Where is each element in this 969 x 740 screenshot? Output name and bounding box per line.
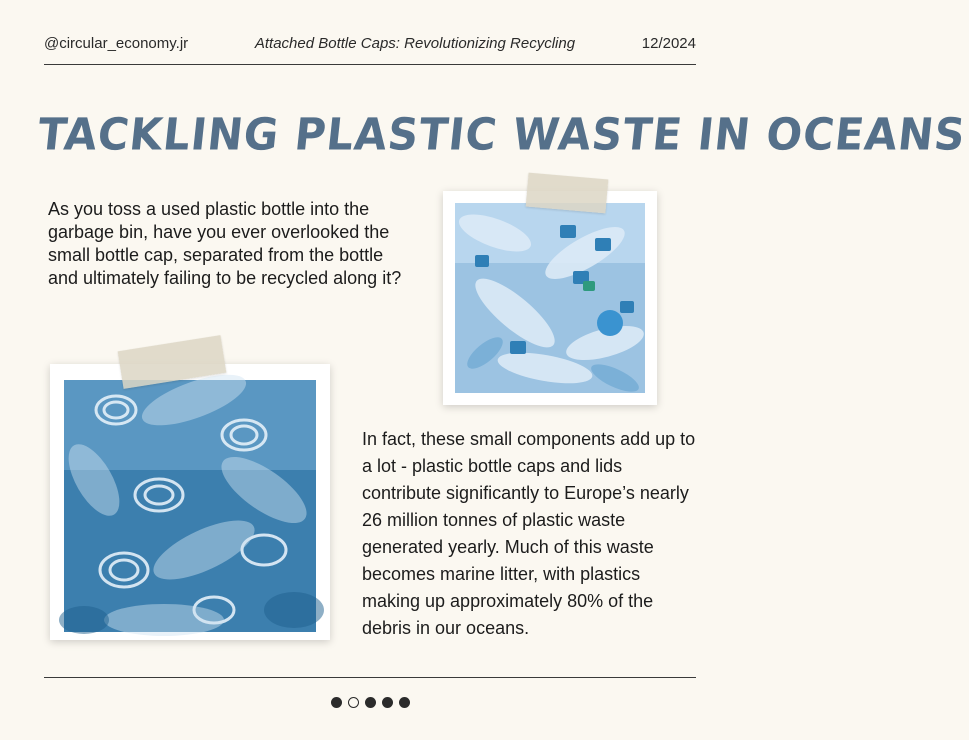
account-handle[interactable]: @circular_economy.jr (44, 34, 189, 52)
page-title: TACKLING PLASTIC WASTE IN OCEANS (35, 108, 969, 161)
post-subtitle: Attached Bottle Caps: Revolutionizing Recycling (254, 34, 576, 52)
intro-paragraph: As you toss a used plastic bottle into the garbage bin, have you ever overlooked the small bottle cap, separated from the bottle and ultimately failing to be recycled along it? (48, 199, 402, 288)
bottle-necks-image (64, 380, 316, 632)
footer-divider (44, 677, 696, 678)
page-dot-1[interactable] (331, 697, 342, 708)
post-date: 12/2024 (641, 34, 696, 52)
page-dot-3[interactable] (365, 697, 376, 708)
bottles-photo-small (443, 191, 657, 405)
tape-strip (526, 173, 609, 214)
plastic-bottles-image (455, 203, 645, 393)
carousel-pagination (0, 697, 740, 708)
page-dot-5[interactable] (399, 697, 410, 708)
header-divider (44, 64, 696, 65)
bottles-photo-large (50, 364, 330, 640)
page-dot-4[interactable] (382, 697, 393, 708)
page-dot-2-current[interactable] (348, 697, 359, 708)
header (44, 30, 696, 56)
facts-paragraph: In fact, these small components add up to a lot - plastic bottle caps and lids contribute significantly to Europe’s nearly 26 million tonnes of plastic waste generated yearly. Much of this waste becomes marine litter, with plastics making up approximately 80% of the debris in our oceans. (362, 429, 696, 638)
